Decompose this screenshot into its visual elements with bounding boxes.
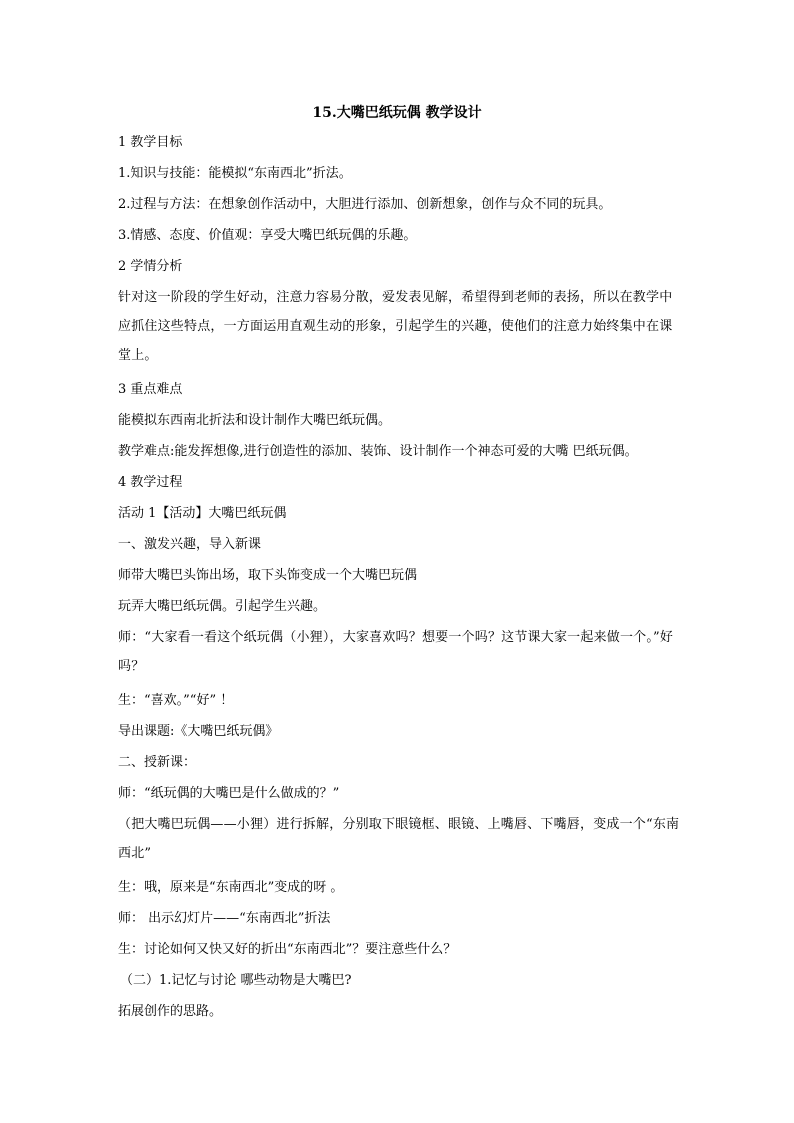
dialogue-student: 生：“喜欢。”“好” ！ (118, 693, 234, 708)
process-line: 师带大嘴巴头饰出场，取下头饰变成一个大嘴巴玩偶 (118, 568, 418, 583)
objective-process: 2.过程与方法：在想象创作活动中，大胆进行添加、创新想象，创作与众不同的玩具。 (118, 197, 612, 212)
step-two-heading: 二、授新课： (118, 755, 197, 770)
process-line: 拓展创作的思路。 (118, 1004, 223, 1019)
step-one-heading: 一、激发兴趣，导入新课 (118, 537, 262, 552)
dialogue-teacher: 师：“纸玩偶的大嘴巴是什么做成的？” (118, 786, 340, 801)
process-line: 玩弄大嘴巴纸玩偶。引起学生兴趣。 (118, 599, 327, 614)
dialogue-teacher: 师： 出示幻灯片——“东南西北”折法 (118, 911, 331, 926)
dialogue-teacher: 师：“大家看一看这个纸玩偶（小狸），大家喜欢吗？想要一个吗？这节课大家一起来做一个。”好吗？ (118, 630, 674, 674)
dialogue-student: 生：哦，原来是“东南西北”变成的呀 。 (118, 880, 344, 895)
objective-emotion: 3.情感、态度、价值观：享受大嘴巴纸玩偶的乐趣。 (118, 228, 417, 243)
dialogue-student: 生：讨论如何又快又好的折出“东南西北”？要注意些什么？ (118, 942, 457, 957)
process-paragraph: （把大嘴巴玩偶——小狸）进行拆解，分别取下眼镜框、眼镜、上嘴唇、下嘴唇，变成一个“东南西北” (118, 817, 680, 861)
sub-step-heading: （二）1.记忆与讨论 哪些动物是大嘴巴? (120, 973, 352, 988)
activity-heading: 活动 1【活动】大嘴巴纸玩偶 (118, 506, 287, 521)
section-heading-analysis: 2 学情分析 (118, 259, 183, 274)
lesson-topic: 导出课题:《大嘴巴纸玩偶》 (118, 724, 279, 739)
objective-knowledge: 1.知识与技能：能模拟“东南西北”折法。 (118, 166, 352, 181)
key-point-paragraph: 能模拟东西南北折法和设计制作大嘴巴纸玩偶。 (118, 413, 392, 428)
document-title: 15.大嘴巴纸玩偶 教学设计 (312, 105, 482, 121)
difficulty-paragraph: 教学难点:能发挥想像,进行创造性的添加、装饰、设计制作一个神态可爱的大嘴 巴纸玩偶。 (118, 444, 638, 459)
analysis-paragraph: 针对这一阶段的学生好动，注意力容易分散，爱发表见解，希望得到老师的表扬，所以在教学中应抓住这些特点，一方面运用直观生动的形象，引起学生的兴趣，使他们的注意力始终集中在课堂上。 (118, 290, 673, 363)
section-heading-objectives: 1 教学目标 (118, 135, 183, 150)
document-body (118, 132, 680, 1023)
section-heading-key-points: 3 重点难点 (118, 382, 183, 397)
section-heading-process: 4 教学过程 (118, 475, 183, 490)
